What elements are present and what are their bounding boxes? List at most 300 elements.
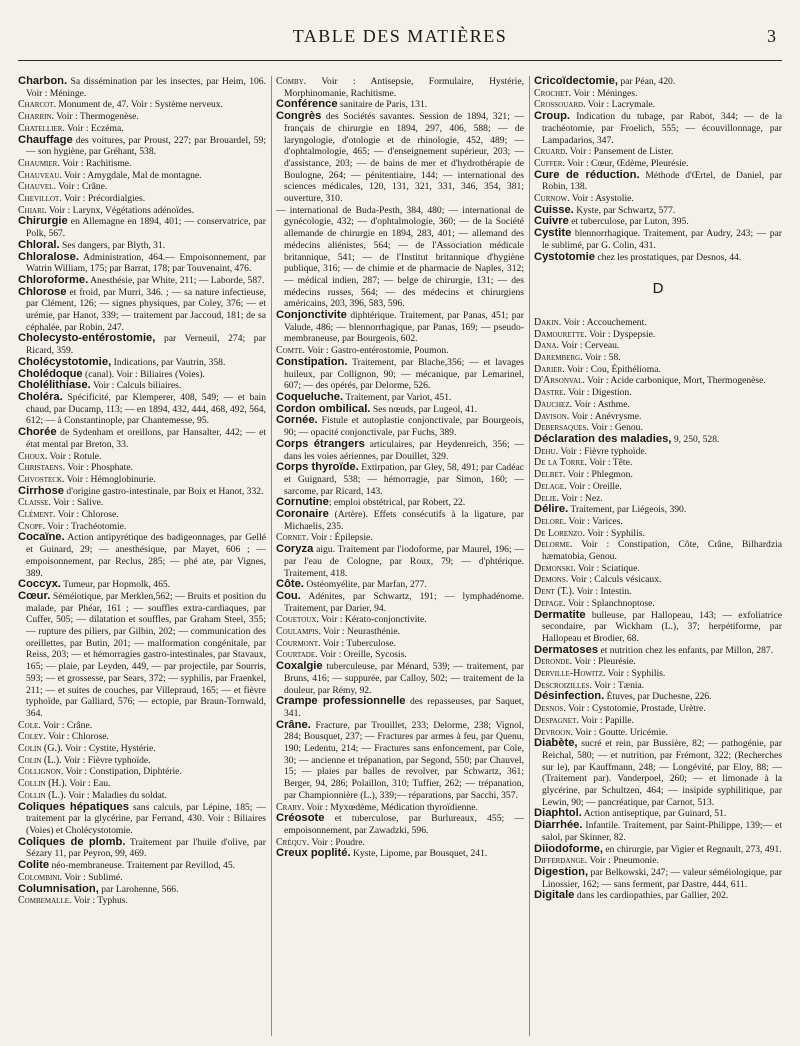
index-entry <box>18 216 266 239</box>
entry-text: Voir : Crâne. <box>55 181 108 193</box>
index-entry <box>276 813 524 836</box>
entry-heading: Déclaration des maladies, <box>534 432 672 445</box>
entry-text: Infantile. Traitement, par Saint-Philippe, 139;— et salol, par Skinner, 82. <box>542 820 782 843</box>
index-entry <box>534 446 782 458</box>
index-entry <box>534 399 782 411</box>
entry-heading: Cholédoque <box>18 367 83 380</box>
index-entry <box>276 848 524 860</box>
entry-text: Voir : Pansement de Lister. <box>567 146 674 158</box>
entry-text: Étuves, par Duchesne, 226. <box>604 691 712 703</box>
entry-heading: Demons. <box>534 574 569 586</box>
entry-heading: Chloralose. <box>18 250 79 263</box>
index-entry <box>276 544 524 579</box>
entry-heading: Cuivre <box>534 215 569 228</box>
entry-heading: Darier. <box>534 363 565 375</box>
entry-heading: Coliques hépatiques <box>18 800 129 813</box>
index-entry <box>534 76 782 88</box>
entry-text: Voir : Genou. <box>588 422 643 434</box>
entry-heading: Crary. <box>276 801 305 813</box>
entry-text: Voir : Phosphate. <box>65 462 133 474</box>
index-entry <box>534 364 782 376</box>
entry-text: Voir : Pneumonie. <box>587 855 659 867</box>
entry-heading: Crâne. <box>276 718 311 731</box>
entry-heading: Creux poplité. <box>276 847 351 860</box>
entry-text: Voir : Rachitisme. <box>59 157 132 169</box>
section-letter: D <box>652 280 664 298</box>
entry-text: Voir : Cystite, Hystérie. <box>62 743 156 755</box>
index-entry <box>534 228 782 251</box>
index-entry <box>534 352 782 364</box>
index-entry <box>18 731 266 743</box>
index-columns <box>18 76 782 1036</box>
entry-text: Action antiseptique, par Guinard, 51. <box>581 808 727 820</box>
entry-heading: Cure de réduction. <box>534 168 640 181</box>
entry-heading: Dermatite <box>534 608 586 621</box>
entry-text: Voir : Rotule. <box>47 450 102 462</box>
index-entry <box>534 645 782 657</box>
entry-heading: Crampe professionnelle <box>276 695 406 708</box>
index-entry <box>18 755 266 767</box>
entry-heading: Collignon. <box>18 766 64 778</box>
entry-heading: De la Torre. <box>534 457 587 469</box>
entry-heading: Coryza <box>276 543 314 556</box>
index-entry <box>18 778 266 790</box>
entry-heading: Cole. <box>18 719 41 731</box>
entry-heading: Derville-Howitz. <box>534 668 606 680</box>
entry-text: Traitement par l'huile d'olive, par Sézary 11, par Peyron, 99, 469. <box>26 836 266 860</box>
entry-text: Voir : Poudre. <box>309 836 365 848</box>
index-entry <box>276 509 524 532</box>
entry-heading: Demonski. <box>534 562 576 574</box>
entry-heading: Delorme. <box>534 539 573 551</box>
entry-text: Voir : Constipation, Diphtérie. <box>63 766 182 778</box>
entry-text: Spécificité, par Klemperer, 408, 549; — et bain chaud, par Ducamp, 113; — en 1894, 432, 444, 468, 492, 564, 612; — à Constantinople, par Chantemesse, 95. <box>26 391 266 427</box>
index-entry <box>18 427 266 450</box>
entry-text: Voir : Tænia. <box>591 679 645 691</box>
entry-heading: Dent (T.). <box>534 586 575 598</box>
entry-heading: Chauveau. <box>18 169 62 181</box>
index-entry <box>534 844 782 856</box>
entry-heading: Cœur. <box>18 589 51 602</box>
entry-text: Voir : Précordialgies. <box>61 193 146 205</box>
entry-text: et tuberculose, par Luton, 395. <box>568 216 689 228</box>
index-entry <box>276 661 524 696</box>
entry-text: et froid, par Murri, 346. ; — sa nature infectieuse, par Clément, 126; — signes physiques, par Coley, 376; — et urémie, par Hanot, 339; — traitement par Jaccoud, 181; de sa céphalée, par Robin, 247. <box>26 286 266 333</box>
entry-text: Voir : Épilepsie. <box>308 532 373 544</box>
entry-text: Voir : Syphilis. <box>605 668 666 680</box>
entry-heading: Désinfection. <box>534 690 605 703</box>
index-entry <box>534 504 782 516</box>
entry-heading: Depage. <box>534 597 566 609</box>
entry-heading: Comte. <box>276 345 306 357</box>
entry-text: Voir : 58. <box>582 352 621 364</box>
entry-text: Voir : Typhus. <box>71 895 128 907</box>
entry-heading: Courtade. <box>276 649 318 661</box>
entry-heading: Chauvel. <box>18 181 56 193</box>
index-entry <box>534 170 782 193</box>
index-entry <box>534 703 782 715</box>
index-entry <box>18 509 266 521</box>
index-entry <box>534 586 782 598</box>
entry-text: Séméiotique, par Merklen,562; — Bruits et position du malade, par Phéar, 161 ; — souffles extra-cardiaques, par Cuffer, 505; — dilatation et souffles, par Graham Steel, 355; — rupture des piliers, par Gilbin, 202; — communication des oreillettes, par Butin, 201; — malformation congénitale, par Reiss, 203; — et hémorragies gastro-intestinales, par Stavaux, 165; — plaie, par Leyden, 449, — par projectile, par Sourris, 593; — et grossesse, par Sears, 372; — syphilis, par Fraenkel, 211; — et suites de couches, par Villepraud, 165; — et fièvre typhoïde, par Galliard, 576; — ectopie, par Braun-Tornwald, 364. <box>26 590 266 719</box>
entry-text: Monument de, 47. Voir : Système nerveux. <box>55 99 223 111</box>
entry-heading: Crossouard. <box>534 99 586 111</box>
column-left <box>18 76 266 1036</box>
index-entry <box>534 610 782 645</box>
entry-text: Voir : Chlorose. <box>45 731 109 743</box>
index-entry <box>18 111 266 123</box>
entry-text: et nutrition chez les enfants, par Millon, 287. <box>598 644 774 656</box>
entry-heading: Diarrhée. <box>534 819 583 832</box>
entry-text: Sa dissémination par les insectes, par Heim, 106. Voir : Méninge. <box>26 76 266 99</box>
index-entry <box>276 310 524 345</box>
entry-text: Voir : Accouchement. <box>561 316 647 328</box>
entry-text: Administration, 464.— Empoisonnement, par Watrin William, 175; par Barrat, 178; par Touvenaint, 476. <box>26 251 266 275</box>
entry-heading: Differdange. <box>534 855 588 867</box>
index-entry <box>18 884 266 896</box>
entry-heading: Cornée. <box>276 414 318 427</box>
index-entry <box>18 451 266 463</box>
entry-heading: Cricoïdectomie, <box>534 76 618 87</box>
entry-heading: Chloroforme. <box>18 273 89 286</box>
entry-text: Voir : Tête. <box>586 457 633 469</box>
entry-heading: Courmont. <box>276 637 321 649</box>
entry-text: Voir : Pleurésie. <box>572 656 636 668</box>
index-entry <box>276 357 524 392</box>
entry-text: par Péan, 420. <box>617 76 676 87</box>
entry-text: Voir : Tuberculose. <box>320 637 396 649</box>
entry-text: Voir : Sublimé. <box>62 871 123 883</box>
index-entry <box>534 656 782 668</box>
entry-heading: Combemalle. <box>18 895 72 907</box>
entry-text: Voir : Fièvre typhoïde. <box>61 754 151 766</box>
entry-heading: Daremberg. <box>534 352 583 364</box>
index-entry <box>534 574 782 586</box>
entry-heading: Constipation. <box>276 355 348 368</box>
entry-heading: Columnisation, <box>18 882 99 895</box>
entry-text: dans les cardiopathies, par Gallier, 202. <box>574 890 729 902</box>
entry-heading: Cornutine <box>276 496 329 509</box>
entry-text: de Sydenham et oreillons, par Hansalter, 442; — et état mental par Breton, 33. <box>26 427 266 450</box>
entry-heading: Diabète, <box>534 737 578 750</box>
entry-heading: Cholecysto-entérostomie, <box>18 332 156 345</box>
entry-text: articulaires, par Heydenreich, 356; — dans les voies aériennes, par Douillet, 329. <box>284 438 524 462</box>
entry-heading: Créosote <box>276 812 325 825</box>
entry-heading: Dastre. <box>534 387 566 399</box>
entry-text: en chirurgie, par Vigier et Regnault, 273, 491. <box>603 843 782 855</box>
entry-heading: Delage. <box>534 480 567 492</box>
entry-heading: Croup. <box>534 110 571 123</box>
entry-heading: Cholécystotomie, <box>18 355 112 368</box>
entry-heading: Desnos. <box>534 703 566 715</box>
entry-text: Voir : Chlorose. <box>55 509 119 521</box>
index-entry <box>18 287 266 334</box>
index-entry <box>534 516 782 528</box>
entry-text: Voir : Sciatique. <box>575 562 640 574</box>
header-rule <box>18 60 782 61</box>
entry-heading: Chevillot. <box>18 193 62 205</box>
entry-text: Voir : Eau. <box>67 778 111 790</box>
entry-text: Voir : Intestin. <box>574 586 632 598</box>
entry-text: — international de Buda-Pesth, 384, 480; — international de gynécologie, 432; — d'ophtalmologie, 360; — de la Société allemande de chirurgie en 1894, 283, 401; — allemand des médecins aliénistes, 564; — de l'Association médicale britannique, 541; — de l'Institut britannique d'hygiène publique, 316; — de chimie et de pharmacie de Naples, 312; — médical indien, 287; — belge de chirurgie, 131; — des médecins russes, 564; — des médecins et chirurgiens américains, 203, 396, 583, 596. <box>276 204 524 310</box>
index-entry <box>18 591 266 720</box>
index-entry <box>276 614 524 626</box>
entry-heading: Cholélithiase. <box>18 379 91 392</box>
index-entry <box>18 252 266 275</box>
index-entry <box>18 193 266 205</box>
entry-heading: Coliques de plomb. <box>18 835 126 848</box>
entry-text: Voir : Digestion. <box>565 387 632 399</box>
entry-text: Voir : Amygdale, Mal de montagne. <box>61 169 202 181</box>
entry-heading: Conjonctivite <box>276 309 347 322</box>
entry-text: Voir : Trachéotomie. <box>45 520 127 532</box>
entry-text: blennorrhagique. Traitement, par Audry, 243; — par le sublimé, par G. Colin, 431. <box>542 228 782 251</box>
index-entry <box>534 457 782 469</box>
entry-text: Voir : Oreille. <box>566 480 622 492</box>
entry-text: Voir : Thermogenèse. <box>54 111 139 123</box>
entry-heading: Cordon ombilical. <box>276 402 371 415</box>
entry-heading: Coley. <box>18 731 46 743</box>
entry-text: sanitaire de Paris, 131. <box>337 99 428 111</box>
column-right <box>529 76 782 1036</box>
entry-text: Ostéomyélite, par Marfan, 277. <box>303 579 427 591</box>
index-entry <box>534 111 782 146</box>
entry-heading: Chirurgie <box>18 215 68 228</box>
entry-heading: Dana. <box>534 340 559 352</box>
entry-text: Voir : Hémoglobinurie. <box>64 473 156 485</box>
entry-heading: Coronaire <box>276 508 329 521</box>
index-entry <box>18 392 266 427</box>
entry-heading: Conférence <box>276 98 338 111</box>
entry-text: Indication du tubage, par Rabot, 344; — de la trachéotomie, par Froelich, 555; — écouvillonnage, par Lampadarios, 347. <box>542 111 782 146</box>
entry-heading: Diiodoforme, <box>534 842 603 855</box>
entry-heading: Charrin. <box>18 111 55 123</box>
index-entry <box>18 802 266 837</box>
entry-heading: Couetoux. <box>276 614 319 626</box>
entry-text: Action antipyrétique des badigeonnages, par Gellé et Guinard, 29; — anesthésique, par Mayet, 606 ; — empoisonnement, par Reclus, 285; — phé ate, par Vignes, 389. <box>26 532 266 579</box>
entry-heading: Christaens. <box>18 462 66 474</box>
entry-heading: Cystotomie <box>534 250 595 263</box>
index-entry <box>534 539 782 562</box>
entry-text: sans calculs, par Lépine, 185; — traitement par la glycérine, par Ferrand, 430. Voir : Biliaires (Voies) et Cholécystotomie. <box>26 801 266 836</box>
index-entry <box>534 481 782 493</box>
entry-heading: Chaumier. <box>18 157 60 169</box>
entry-text: Voir : Cystotomie, Prostade, Urètre. <box>565 703 706 715</box>
entry-text: Fistule et autoplastie conjonctivale, par Bourgeois, 90; — opacité conjonctivale, par Fuchs, 389. <box>284 415 524 439</box>
index-entry <box>534 329 782 341</box>
index-entry <box>534 715 782 727</box>
entry-text: par Larohenne, 566. <box>98 883 179 895</box>
entry-heading: Colombini. <box>18 871 63 883</box>
entry-text: Voir : Anévrysme. <box>569 410 642 422</box>
entry-heading: Damourette. <box>534 328 587 340</box>
entry-text: Voir : Salive. <box>50 497 104 509</box>
entry-text: Kyste, par Schwartz, 577. <box>573 204 676 216</box>
index-entry <box>534 411 782 423</box>
index-entry <box>18 743 266 755</box>
entry-heading: Cuisse. <box>534 203 574 216</box>
entry-text: Voir : Cou, Épithélioma. <box>564 363 661 375</box>
entry-text: Ses dangers, par Blyth, 31. <box>59 239 166 251</box>
entry-text: Voir : Eczéma. <box>64 122 124 134</box>
entry-text: Voir : Papille. <box>578 714 634 726</box>
entry-heading: Diaphtol. <box>534 807 582 820</box>
entry-heading: Cou. <box>276 589 301 602</box>
entry-text: Voir : Gastro-entérostomie, Poumon. <box>305 345 449 357</box>
entry-text: diphtérique. Traitement, par Panas, 451; par Valude, 486; — blennorrhagique, par Panas, 169; — pseudo-membraneuse, par Bourgeois, 602. <box>284 310 524 345</box>
entry-heading: Digestion, <box>534 866 589 878</box>
entry-heading: Dehu. <box>534 445 559 457</box>
entry-heading: Claisse. <box>18 497 51 509</box>
index-entry <box>18 837 266 860</box>
entry-heading: Délire. <box>534 503 569 516</box>
entry-text: en Allemagne en 1894, 401; — conservatrice, par Polk, 567. <box>26 216 266 240</box>
entry-heading: Crochet. <box>534 87 572 99</box>
entry-heading: Dakin. <box>534 316 562 328</box>
index-entry <box>534 387 782 399</box>
entry-heading: Chvosteck. <box>18 473 65 485</box>
entry-text: Traitement, par Variot, 451. <box>343 391 452 403</box>
page-number: 3 <box>767 26 776 46</box>
entry-text: Voir : Méninges. <box>571 87 638 99</box>
entry-text: Traitement, par Blache,356; — et lavages huileux, par Collignon, 90; — mécanique, par Lemarinel, 607; — des opérés, par Delorme, 526. <box>284 356 524 392</box>
entry-heading: Chlorose <box>18 285 67 298</box>
entry-heading: Cystite <box>534 227 572 240</box>
entry-text: Voir : Calculs biliaires. <box>90 380 182 392</box>
index-entry <box>276 462 524 497</box>
entry-heading: Corps thyroïde. <box>276 461 359 474</box>
entry-heading: Descroizilles. <box>534 679 592 691</box>
entry-heading: Congrès <box>276 110 322 123</box>
entry-heading: Chatellier. <box>18 122 65 134</box>
index-entry <box>534 890 782 902</box>
entry-heading: Dermatoses <box>534 643 599 656</box>
entry-heading: Collin (L.). <box>18 789 66 801</box>
entry-text: Voir : Nez. <box>558 492 603 504</box>
entry-heading: Côte. <box>276 578 304 591</box>
entry-text: Voir : Cœur, Œdème, Pleurésie. <box>564 157 689 169</box>
index-entry <box>534 252 782 264</box>
entry-text: ; emploi obstétrical, par Robert, 22. <box>328 497 466 509</box>
index-entry <box>276 696 524 719</box>
entry-heading: Chauffage <box>18 133 73 146</box>
index-entry <box>18 486 266 498</box>
entry-heading: Choléra. <box>18 390 63 403</box>
entry-heading: Cnopf. <box>18 520 46 532</box>
entry-heading: Cocaïne. <box>18 531 65 544</box>
index-entry <box>276 626 524 638</box>
entry-text: d'origine gastro-intestinale, par Boix et Hanot, 332. <box>64 485 264 497</box>
entry-text: Indications, par Vautrin, 358. <box>111 356 226 368</box>
index-entry <box>534 205 782 217</box>
entry-text: des repasseuses, par Saquet, 341. <box>284 696 524 719</box>
index-entry <box>534 88 782 100</box>
entry-heading: Créquy. <box>276 836 310 848</box>
page-title: TABLE DES MATIÈRES <box>292 26 508 46</box>
entry-text: Voir : Phlegmon. <box>565 469 633 481</box>
entry-heading: Cirrhose <box>18 484 65 497</box>
entry-heading: Delie. <box>534 492 559 504</box>
entry-heading: Chloral. <box>18 238 60 251</box>
entry-text: Voir : Fièvre typhoïde. <box>558 445 648 457</box>
entry-text: Kyste, Lipome, par Bousquet, 241. <box>350 848 488 860</box>
entry-heading: Debersaques. <box>534 422 589 434</box>
entry-text: chez les prostatiques, par Desnos, 44. <box>594 251 742 263</box>
index-entry <box>534 99 782 111</box>
entry-text: bulleuse, par Hallopeau, 143; — exfoliatrice secondaire, par Wickham (L.), 37; herpétiforme, par Hallopeau et Brodier, 68. <box>542 609 782 644</box>
entry-text: Tumeur, par Hopmolk, 465. <box>60 579 171 591</box>
index-entry <box>18 497 266 509</box>
entry-heading: Chiari. <box>18 204 47 216</box>
entry-heading: Chorée <box>18 426 57 439</box>
index-entry <box>276 439 524 462</box>
entry-heading: Coxalgie <box>276 660 323 673</box>
index-entry <box>276 591 524 614</box>
entry-text: Voir : Myxœdème, Médication thyroïdienne. <box>304 801 478 813</box>
entry-heading: Colin (G.). <box>18 743 63 755</box>
entry-heading: D'Arsonval. <box>534 375 585 387</box>
entry-heading: Coulampis. <box>276 626 321 638</box>
entry-text: Voir : Goutte. Uricémie. <box>572 726 668 738</box>
index-entry <box>534 340 782 352</box>
entry-text: Voir : Larynx, Végétations adénoïdes. <box>46 204 194 216</box>
index-entry <box>534 528 782 540</box>
entry-text: Voir : Dyspepsie. <box>586 328 656 340</box>
index-entry <box>18 720 266 732</box>
entry-text: Voir : Maladies du soldat. <box>65 789 167 801</box>
entry-text: (Artère). Effets consécutifs à la ligature, par Michaelis, 235. <box>284 509 524 532</box>
index-entry <box>534 867 782 890</box>
entry-text: Extirpation, par Gley, 58, 491; par Cadéac et Guignard, 538; — hémorragie, par Simon, 160; — sarcome, par Ricard, 143. <box>284 462 524 497</box>
index-entry <box>534 434 782 446</box>
entry-heading: Cruard. <box>534 146 568 158</box>
entry-text: des voitures, par Proust, 227; par Brouardel, 59; — son hygiène, par Gréhant, 538. <box>26 134 266 158</box>
page-header <box>18 26 782 56</box>
index-entry <box>534 493 782 505</box>
entry-text: Méthode d'Œrtel, de Daniel, par Robin, 138. <box>542 169 782 193</box>
index-entry <box>18 158 266 170</box>
entry-heading: Delore. <box>534 515 567 527</box>
entry-heading: Digitale <box>534 889 575 902</box>
entry-text: 9, 250, 528. <box>671 433 720 445</box>
entry-text: Voir : Splanchnoptose. <box>565 597 655 609</box>
index-entry <box>534 469 782 481</box>
index-entry <box>18 135 266 158</box>
entry-text: Anesthésie, par White, 211; — Laborde, 587. <box>88 274 265 286</box>
index-entry <box>18 895 266 907</box>
entry-text: Voir : Lacrymale. <box>585 99 656 111</box>
entry-heading: De Lorenzo. <box>534 527 585 539</box>
entry-text: Fracture, par Trouillet, 233; Delorme, 238; Vignol, 284; Bousquet, 237; — Fractures par armes à feu, par Quenu, 190; Ledentu, 214; — Fractures sans enfoncement, par Cole, 30; — ancienne et trépanation, par Segond, 550; par Chauvel, 15; — plaies par balles de revolver, par Schwartz, 361; Berger, 94, 286; Polaillon, 310; Tuffier, 262; — trépanation, par Championnière (L.), 339;— réparations, par Sacchi, 357. <box>284 719 524 801</box>
entry-text: Voir : Acide carbonique, Mort, Thermogenèse. <box>584 375 766 387</box>
index-entry <box>534 691 782 703</box>
index-entry <box>276 579 524 591</box>
entry-text: Voir : Syphilis. <box>585 527 645 539</box>
entry-text: (canal). Voir : Biliaires (Voies). <box>82 368 205 380</box>
entry-text: tuberculeuse, par Ménard, 539; — traitement, par Bruns, 416; — suppurée, par Calloy, 502; — traitement de la douleur, par Rémy, 92. <box>284 661 524 696</box>
entry-heading: Despagnet. <box>534 714 579 726</box>
index-entry <box>534 317 782 329</box>
entry-heading: Clément. <box>18 509 56 521</box>
index-entry <box>276 720 524 802</box>
entry-heading: Charcot. <box>18 99 56 111</box>
index-entry <box>534 146 782 158</box>
entry-text: Voir : Asthme. <box>572 398 630 410</box>
entry-text: Ses nœuds, par Lugeol, 41. <box>370 403 478 415</box>
entry-text: Voir : Kérato-conjonctivite. <box>318 614 427 626</box>
index-entry <box>276 638 524 650</box>
index-entry <box>534 820 782 843</box>
